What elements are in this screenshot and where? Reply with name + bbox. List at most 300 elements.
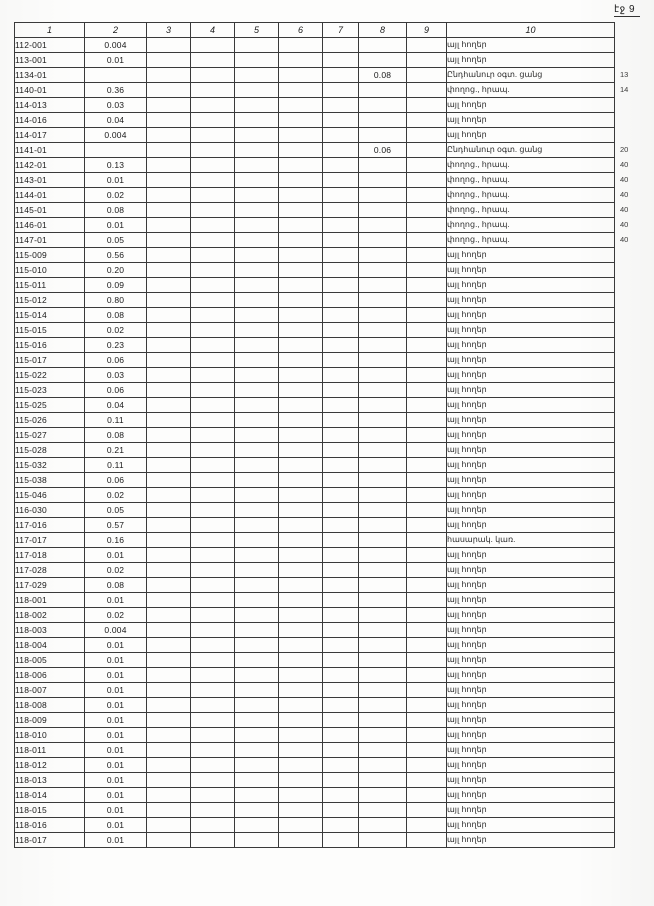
cell-land-use-description: այլ հողեր [447,368,615,383]
cell-land-use-description: այլ հողեր [447,713,615,728]
cell-col4 [191,308,235,323]
cell-col3 [147,698,191,713]
cell-col4 [191,518,235,533]
cell-land-use-description: այլ հողեր [447,278,615,293]
cell-col9 [407,83,447,98]
cell-col6 [279,68,323,83]
cell-col6 [279,383,323,398]
cell-land-use-description: այլ հողեր [447,398,615,413]
cell-col3 [147,728,191,743]
cell-area-col2: 0.01 [85,728,147,743]
cell-col3 [147,203,191,218]
cell-col4 [191,653,235,668]
cell-col5 [235,188,279,203]
cell-parcel-code: 114-017 [15,128,85,143]
cell-area-col2: 0.01 [85,218,147,233]
cell-col7 [323,458,359,473]
cell-col7 [323,398,359,413]
cell-col3 [147,593,191,608]
cell-col7 [323,743,359,758]
cell-parcel-code: 115-025 [15,398,85,413]
cell-col7 [323,218,359,233]
cell-col7 [323,248,359,263]
cell-col7 [323,563,359,578]
table-row [15,473,615,488]
cell-col6 [279,413,323,428]
cell-col5 [235,623,279,638]
cell-col6 [279,548,323,563]
cell-col5 [235,158,279,173]
cell-col5 [235,563,279,578]
cell-col6 [279,53,323,68]
cell-col8 [359,308,407,323]
cell-col7 [323,83,359,98]
cell-col7 [323,443,359,458]
cell-col9 [407,713,447,728]
cell-col6 [279,203,323,218]
cell-land-use-description: այլ հողեր [447,773,615,788]
table-row [15,578,615,593]
cell-col8 [359,548,407,563]
cell-col7 [323,578,359,593]
cell-area-col2: 0.04 [85,398,147,413]
cell-col4 [191,398,235,413]
cell-parcel-code: 113-001 [15,53,85,68]
cell-area-col2: 0.01 [85,548,147,563]
cell-col9 [407,743,447,758]
cell-col3 [147,458,191,473]
cell-col9 [407,413,447,428]
cell-col9 [407,293,447,308]
cell-col5 [235,338,279,353]
cell-parcel-code: 1147-01 [15,233,85,248]
table-row [15,293,615,308]
cell-col6 [279,533,323,548]
cell-col5 [235,533,279,548]
cell-col8 [359,698,407,713]
cell-col3 [147,143,191,158]
cell-col5 [235,773,279,788]
table-row [15,458,615,473]
cell-col3 [147,413,191,428]
cell-parcel-code: 115-038 [15,473,85,488]
cell-area-col2: 0.20 [85,263,147,278]
cell-col9 [407,833,447,848]
cell-area-col2: 0.01 [85,818,147,833]
cell-col4 [191,353,235,368]
cell-col7 [323,548,359,563]
cell-col3 [147,68,191,83]
cell-col8 [359,593,407,608]
cell-col8 [359,668,407,683]
cell-col3 [147,398,191,413]
column-header-6: 6 [279,23,323,38]
cell-col5 [235,653,279,668]
cell-land-use-description: այլ հողեր [447,98,615,113]
cell-col9 [407,758,447,773]
cell-col6 [279,788,323,803]
cell-col4 [191,128,235,143]
cell-col7 [323,113,359,128]
cell-col4 [191,323,235,338]
cell-col8 [359,83,407,98]
cell-col5 [235,458,279,473]
cell-col4 [191,143,235,158]
cell-col5 [235,98,279,113]
cell-land-use-description: այլ հողեր [447,458,615,473]
cell-col4 [191,578,235,593]
cell-parcel-code: 1134-01 [15,68,85,83]
cell-col7 [323,473,359,488]
cell-col4 [191,83,235,98]
cell-col5 [235,323,279,338]
cell-col3 [147,248,191,263]
cell-col8 [359,488,407,503]
table-row [15,383,615,398]
cell-parcel-code: 118-013 [15,773,85,788]
column-header-4: 4 [191,23,235,38]
cell-col8 [359,233,407,248]
cell-parcel-code: 118-007 [15,683,85,698]
cell-col3 [147,263,191,278]
cell-area-col2: 0.01 [85,833,147,848]
cell-area-col2: 0.57 [85,518,147,533]
cell-land-use-description: այլ հողեր [447,473,615,488]
margin-note: 40 [620,204,629,214]
cell-col5 [235,218,279,233]
cell-col5 [235,488,279,503]
cell-land-use-description: այլ հողեր [447,593,615,608]
table-row [15,818,615,833]
table-row [15,98,615,113]
cell-col3 [147,188,191,203]
cell-land-use-description: այլ հողեր [447,113,615,128]
cell-col8 [359,293,407,308]
cell-col9 [407,248,447,263]
cell-area-col2: 0.004 [85,128,147,143]
cell-area-col2: 0.01 [85,638,147,653]
cell-col8 [359,158,407,173]
cell-col9 [407,188,447,203]
cell-col5 [235,173,279,188]
table-row [15,638,615,653]
cell-col8 [359,683,407,698]
cell-col6 [279,248,323,263]
cell-col9 [407,353,447,368]
table-row [15,503,615,518]
cell-col9 [407,113,447,128]
cell-parcel-code: 118-017 [15,833,85,848]
cell-land-use-description: այլ հողեր [447,803,615,818]
cell-col4 [191,803,235,818]
table-row [15,773,615,788]
cell-col9 [407,323,447,338]
column-header-5: 5 [235,23,279,38]
table-row [15,518,615,533]
cell-land-use-description: փողոց., հրապ. [447,188,615,203]
cell-col6 [279,518,323,533]
cell-col9 [407,98,447,113]
cell-col3 [147,113,191,128]
cell-col7 [323,683,359,698]
cell-parcel-code: 1140-01 [15,83,85,98]
land-registry-table [14,22,615,848]
table-row [15,833,615,848]
cell-col8 [359,578,407,593]
margin-note: 40 [620,159,629,169]
cell-col9 [407,473,447,488]
cell-col8 [359,608,407,623]
cell-col5 [235,443,279,458]
cell-land-use-description: այլ հողեր [447,728,615,743]
table-row [15,308,615,323]
cell-col9 [407,68,447,83]
cell-land-use-description: փողոց., հրապ. [447,203,615,218]
cell-col7 [323,128,359,143]
cell-col5 [235,788,279,803]
cell-col7 [323,233,359,248]
cell-col5 [235,473,279,488]
cell-col4 [191,548,235,563]
cell-area-col2: 0.01 [85,743,147,758]
cell-col8 [359,203,407,218]
cell-area-col2: 0.11 [85,458,147,473]
cell-col8 [359,278,407,293]
cell-col3 [147,743,191,758]
cell-col7 [323,608,359,623]
cell-col7 [323,53,359,68]
cell-parcel-code: 117-017 [15,533,85,548]
table-row [15,713,615,728]
cell-col7 [323,818,359,833]
table-row [15,83,615,98]
cell-col3 [147,473,191,488]
cell-col5 [235,263,279,278]
cell-area-col2: 0.09 [85,278,147,293]
cell-col4 [191,68,235,83]
cell-col3 [147,293,191,308]
cell-land-use-description: փողոց., հրապ. [447,218,615,233]
cell-col3 [147,38,191,53]
cell-col4 [191,713,235,728]
table-row [15,668,615,683]
cell-col6 [279,353,323,368]
cell-col9 [407,578,447,593]
cell-land-use-description: փողոց., հրապ. [447,83,615,98]
cell-col6 [279,158,323,173]
cell-parcel-code: 118-010 [15,728,85,743]
cell-col9 [407,308,447,323]
cell-col3 [147,338,191,353]
cell-col5 [235,518,279,533]
cell-parcel-code: 115-011 [15,278,85,293]
cell-col4 [191,113,235,128]
cell-col3 [147,773,191,788]
table-row [15,683,615,698]
cell-col6 [279,488,323,503]
cell-parcel-code: 115-015 [15,323,85,338]
cell-col7 [323,728,359,743]
cell-col6 [279,473,323,488]
cell-parcel-code: 112-001 [15,38,85,53]
cell-col9 [407,218,447,233]
cell-col6 [279,653,323,668]
cell-col9 [407,203,447,218]
cell-area-col2: 0.004 [85,623,147,638]
cell-col9 [407,803,447,818]
margin-note: 40 [620,219,629,229]
cell-col4 [191,533,235,548]
cell-col8 [359,653,407,668]
cell-col4 [191,218,235,233]
cell-col8 [359,338,407,353]
cell-col9 [407,728,447,743]
cell-col6 [279,338,323,353]
cell-area-col2: 0.01 [85,713,147,728]
cell-land-use-description: այլ հողեր [447,683,615,698]
cell-parcel-code: 115-009 [15,248,85,263]
cell-col3 [147,233,191,248]
cell-col3 [147,488,191,503]
table-row [15,158,615,173]
cell-parcel-code: 118-004 [15,638,85,653]
table-row [15,743,615,758]
cell-col9 [407,158,447,173]
cell-col5 [235,248,279,263]
cell-col5 [235,293,279,308]
cell-col8 [359,323,407,338]
cell-land-use-description: փողոց., հրապ. [447,158,615,173]
cell-col5 [235,128,279,143]
cell-col3 [147,518,191,533]
cell-col7 [323,338,359,353]
cell-col7 [323,653,359,668]
cell-col8 [359,383,407,398]
page-number-label: էջ 9 [614,4,636,15]
cell-col9 [407,503,447,518]
cell-area-col2: 0.08 [85,578,147,593]
cell-area-col2: 0.13 [85,158,147,173]
cell-col7 [323,158,359,173]
cell-col8 [359,458,407,473]
cell-land-use-description: այլ հողեր [447,428,615,443]
cell-land-use-description: այլ հողեր [447,578,615,593]
cell-col9 [407,593,447,608]
cell-parcel-code: 1143-01 [15,173,85,188]
cell-col4 [191,158,235,173]
cell-parcel-code: 118-015 [15,803,85,818]
cell-land-use-description: այլ հողեր [447,353,615,368]
cell-col5 [235,758,279,773]
table-body [15,38,615,848]
margin-note: 40 [620,189,629,199]
cell-col6 [279,623,323,638]
cell-parcel-code: 118-005 [15,653,85,668]
cell-col3 [147,53,191,68]
cell-col5 [235,308,279,323]
cell-parcel-code: 115-012 [15,293,85,308]
cell-col4 [191,773,235,788]
cell-col5 [235,593,279,608]
cell-col6 [279,218,323,233]
cell-area-col2: 0.56 [85,248,147,263]
cell-parcel-code: 115-022 [15,368,85,383]
cell-col4 [191,503,235,518]
cell-col9 [407,368,447,383]
cell-land-use-description: փողոց., հրապ. [447,233,615,248]
cell-area-col2: 0.05 [85,503,147,518]
cell-col7 [323,383,359,398]
table-row [15,38,615,53]
cell-col8 [359,263,407,278]
column-header-3: 3 [147,23,191,38]
cell-col8 [359,413,407,428]
table-row [15,368,615,383]
cell-parcel-code: 115-014 [15,308,85,323]
cell-land-use-description: այլ հողեր [447,413,615,428]
cell-parcel-code: 115-028 [15,443,85,458]
table-row [15,443,615,458]
cell-col9 [407,233,447,248]
cell-col6 [279,578,323,593]
cell-area-col2: 0.01 [85,698,147,713]
cell-col8 [359,773,407,788]
cell-col9 [407,563,447,578]
cell-col8 [359,248,407,263]
cell-parcel-code: 115-017 [15,353,85,368]
cell-area-col2: 0.05 [85,233,147,248]
cell-col5 [235,383,279,398]
cell-col4 [191,53,235,68]
cell-col4 [191,368,235,383]
cell-land-use-description: այլ հողեր [447,668,615,683]
cell-col5 [235,803,279,818]
cell-area-col2: 0.02 [85,488,147,503]
cell-col6 [279,503,323,518]
cell-col3 [147,668,191,683]
cell-land-use-description: այլ հողեր [447,563,615,578]
cell-col8 [359,428,407,443]
cell-col4 [191,173,235,188]
cell-col6 [279,833,323,848]
cell-col5 [235,278,279,293]
cell-col9 [407,653,447,668]
cell-col9 [407,428,447,443]
cell-parcel-code: 118-002 [15,608,85,623]
cell-land-use-description: այլ հողեր [447,338,615,353]
cell-col5 [235,353,279,368]
cell-col7 [323,788,359,803]
cell-col4 [191,278,235,293]
cell-col4 [191,233,235,248]
cell-col9 [407,683,447,698]
cell-area-col2: 0.02 [85,563,147,578]
cell-col5 [235,548,279,563]
cell-col7 [323,368,359,383]
cell-col7 [323,353,359,368]
cell-col5 [235,143,279,158]
cell-col6 [279,293,323,308]
cell-col3 [147,98,191,113]
cell-col8 [359,638,407,653]
cell-col3 [147,608,191,623]
cell-parcel-code: 1144-01 [15,188,85,203]
cell-col7 [323,518,359,533]
cell-col9 [407,263,447,278]
cell-col8 [359,803,407,818]
cell-col4 [191,473,235,488]
cell-col9 [407,53,447,68]
